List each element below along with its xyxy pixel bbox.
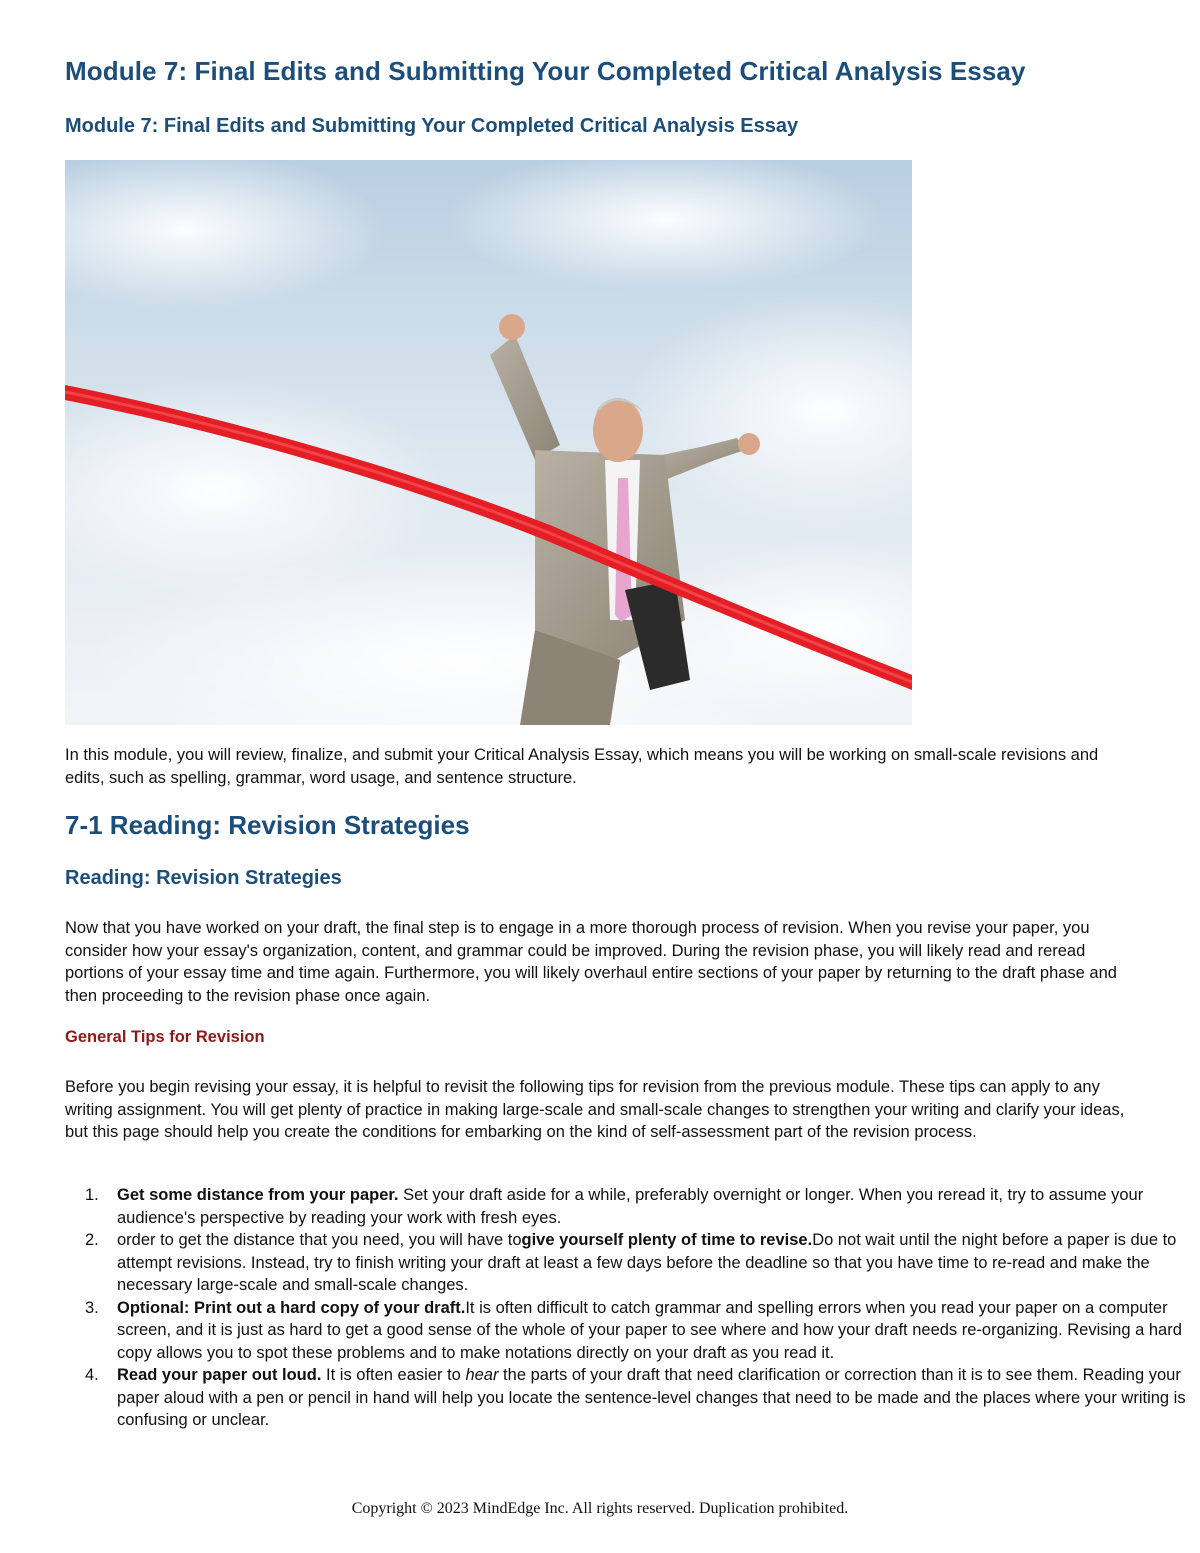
- list-number: 1.: [85, 1186, 99, 1204]
- list-item: 4. Read your paper out loud. It is often easier to hear the parts of your draft that need clarification or correction than it is to see them. Reading your paper aloud with a pen or pencil in hand will help you locate the sentence-level changes that need to be made and the places where your writing is confusing or unclear.: [85, 1366, 1186, 1429]
- emphasis: hear: [465, 1366, 499, 1384]
- tip-heading: Read your paper out loud.: [117, 1366, 322, 1384]
- list-item: 3. Optional: Print out a hard copy of your draft.It is often difficult to catch grammar and spelling errors when you read your paper on a computer screen, and it is just as hard to get a good sense of the whole of your paper to see where and how your draft needs re-organizing. Revising a hard copy allows you to spot these problems and to make notations directly on your draft as you read it.: [85, 1298, 1182, 1362]
- list-number: 2.: [85, 1231, 99, 1249]
- reading-title: Reading: Revision Strategies: [65, 867, 342, 889]
- list-item: 2. order to get the distance that you need, you will have togive yourself plenty of time to revise.Do not wait until the night before a paper is due to attempt revisions. Instead, try to finish writing your draft at least a few days before the deadline so that you have time to re-read and make the necessary large-scale and small-scale changes.: [85, 1231, 1177, 1294]
- tip-heading: Optional: Print out a hard copy of your draft.: [117, 1298, 466, 1317]
- revision-intro-paragraph: Now that you have worked on your draft, the final step is to engage in a more thorough process of revision. When you revise your paper, you consider how your essay's organization, content, and grammar could be improved. During the revision phase, you will likely read and reread portions of your essay time and time again. Furthermore, you will likely overhaul entire sections of your paper by returning to the draft phase and then proceeding to the revision phase once again.: [65, 919, 1117, 1005]
- list-number: 4.: [85, 1366, 99, 1384]
- tips-heading: General Tips for Revision: [65, 1028, 265, 1046]
- module-subtitle: Module 7: Final Edits and Submitting Your Completed Critical Analysis Essay: [65, 115, 799, 137]
- section-title: 7-1 Reading: Revision Strategies: [65, 810, 470, 840]
- hero-image: [65, 160, 912, 725]
- list-item: 1. Get some distance from your paper. Set your draft aside for a while, preferably overnight or longer. When you reread it, try to assume your audience's perspective by reading your work with fresh eyes.: [85, 1186, 1144, 1227]
- revision-tips-list: [65, 1184, 1192, 1432]
- copyright-footer: Copyright © 2023 MindEdge Inc. All rights reserved. Duplication prohibited.: [351, 1500, 849, 1517]
- finish-line-illustration: [65, 160, 912, 725]
- list-number: 3.: [85, 1298, 99, 1317]
- tip-heading: give yourself plenty of time to revise.: [521, 1231, 813, 1249]
- tip-heading: Get some distance from your paper.: [117, 1186, 399, 1204]
- page-title: Module 7: Final Edits and Submitting Your Completed Critical Analysis Essay: [65, 56, 1026, 86]
- module-intro: In this module, you will review, finalize, and submit your Critical Analysis Essay, which means you will be working on small-scale revisions and edits, such as spelling, grammar, word usage, and sentence structure.: [65, 746, 1099, 787]
- tips-intro-paragraph: Before you begin revising your essay, it is helpful to revisit the following tips for revision from the previous module. These tips can apply to any writing assignment. You will get plenty of practice in making large-scale and small-scale changes to strengthen your writing and clarify your ideas, but this page should help you create the conditions for embarking on the kind of self-assessment part of the revision process.: [65, 1078, 1125, 1141]
